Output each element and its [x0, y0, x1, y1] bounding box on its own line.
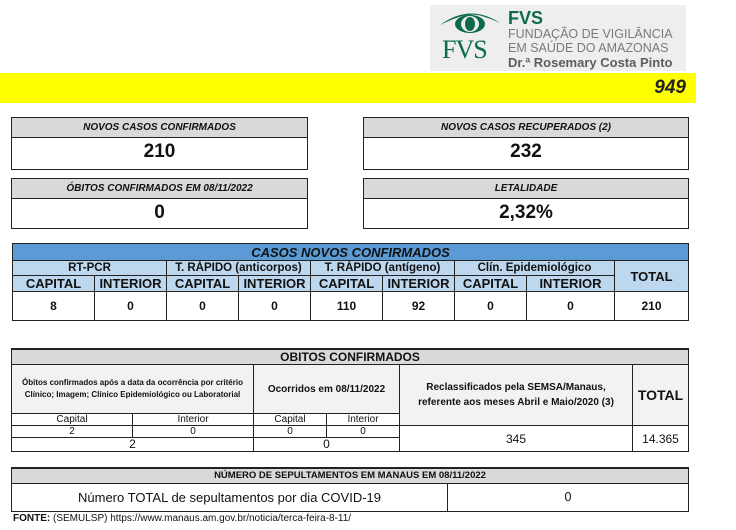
ocorridos-sum: 0 [254, 438, 400, 452]
logo-line-1: FUNDAÇÃO DE VIGILÂNCIA [508, 27, 673, 41]
novos-casos-box [11, 117, 308, 170]
logo-line-2: EM SAÚDE DO AMAZONAS [508, 41, 669, 55]
group-rt-pcr: RT-PCR [13, 261, 167, 276]
total-value: 210 [615, 292, 689, 321]
letalidade-label: LETALIDADE [364, 179, 688, 199]
fvs-logo [430, 5, 686, 71]
total-header: TOTAL [633, 365, 689, 426]
novos-casos-label: NOVOS CASOS CONFIRMADOS [12, 118, 307, 138]
sepultamentos-table [11, 467, 689, 512]
sub-interior: INTERIOR [383, 276, 455, 292]
sub-capital: CAPITAL [311, 276, 383, 292]
casos-novos-table [12, 243, 689, 321]
value-cell: 0 [95, 292, 167, 321]
apos-capital: 2 [12, 426, 133, 438]
sepultamentos-title: NÚMERO DE SEPULTAMENTOS EM MANAUS EM 08/11/2022 [12, 468, 689, 483]
total-header: TOTAL [615, 261, 689, 292]
sub-capital: CAPITAL [13, 276, 95, 292]
letalidade-box [363, 178, 689, 229]
bulletin-number: 949 [654, 77, 686, 98]
value-cell: 0 [527, 292, 615, 321]
group-rapido-antigeno: T. RÁPIDO (antígeno) [311, 261, 455, 276]
reclassificados-header: Reclassificados pela SEMSA/Manaus, referente aos meses Abril e Maio/2020 (3) [400, 365, 633, 426]
sepultamentos-label: Número TOTAL de sepultamentos por dia COVID-19 [12, 483, 448, 511]
ocorridos-header: Ocorridos em 08/11/2022 [254, 365, 400, 414]
value-cell: 0 [167, 292, 239, 321]
sub-capital: CAPITAL [167, 276, 239, 292]
source-label: FONTE: [13, 513, 51, 524]
sub-capital: CAPITAL [455, 276, 527, 292]
obitos-total-value: 14.365 [633, 426, 689, 452]
bulletin-bar [0, 73, 696, 103]
logo-title: FVS [508, 8, 544, 28]
capital-label: Capital [254, 414, 327, 426]
sepultamentos-value: 0 [448, 483, 689, 511]
obitos-title: OBITOS CONFIRMADOS [12, 349, 689, 365]
obitos-label: ÓBITOS CONFIRMADOS EM 08/11/2022 [12, 179, 307, 199]
ocorridos-interior: 0 [327, 426, 400, 438]
recuperados-label: NOVOS CASOS RECUPERADOS (2) [364, 118, 688, 138]
sub-interior: INTERIOR [527, 276, 615, 292]
casos-novos-title: CASOS NOVOS CONFIRMADOS [13, 244, 689, 261]
interior-label: Interior [327, 414, 400, 426]
logo-line-3: Dr.ª Rosemary Costa Pinto [508, 55, 673, 70]
ocorridos-capital: 0 [254, 426, 327, 438]
interior-label: Interior [133, 414, 254, 426]
recuperados-value: 232 [510, 141, 542, 162]
source-note [13, 513, 351, 524]
novos-casos-value: 210 [143, 141, 176, 162]
obitos-value: 0 [154, 202, 165, 223]
apos-header: Óbitos confirmados após a data da ocorrência por critério Clínico; Imagem; Clínico Epidemiológico ou Laboratorial [12, 365, 254, 414]
capital-label: Capital [12, 414, 133, 426]
logo-fvs-text: FVS [442, 35, 487, 64]
apos-interior: 0 [133, 426, 254, 438]
group-rapido-anticorpos: T. RÁPIDO (anticorpos) [167, 261, 311, 276]
sub-interior: INTERIOR [239, 276, 311, 292]
recuperados-box [363, 117, 689, 170]
group-clin-epidemiologico: Clín. Epidemiológico [455, 261, 615, 276]
letalidade-value: 2,32% [499, 202, 553, 223]
sub-interior: INTERIOR [95, 276, 167, 292]
source-text: (SEMULSP) https://www.manaus.am.gov.br/noticia/terca-feira-8-11/ [50, 513, 352, 524]
value-cell: 0 [239, 292, 311, 321]
obitos-confirmados-table [11, 348, 689, 452]
casos-values-row [13, 292, 689, 321]
value-cell: 110 [311, 292, 383, 321]
value-cell: 0 [455, 292, 527, 321]
value-cell: 92 [383, 292, 455, 321]
value-cell: 8 [13, 292, 95, 321]
obitos-box [11, 178, 308, 229]
reclassificados-value: 345 [400, 426, 633, 452]
apos-sum: 2 [12, 438, 254, 452]
